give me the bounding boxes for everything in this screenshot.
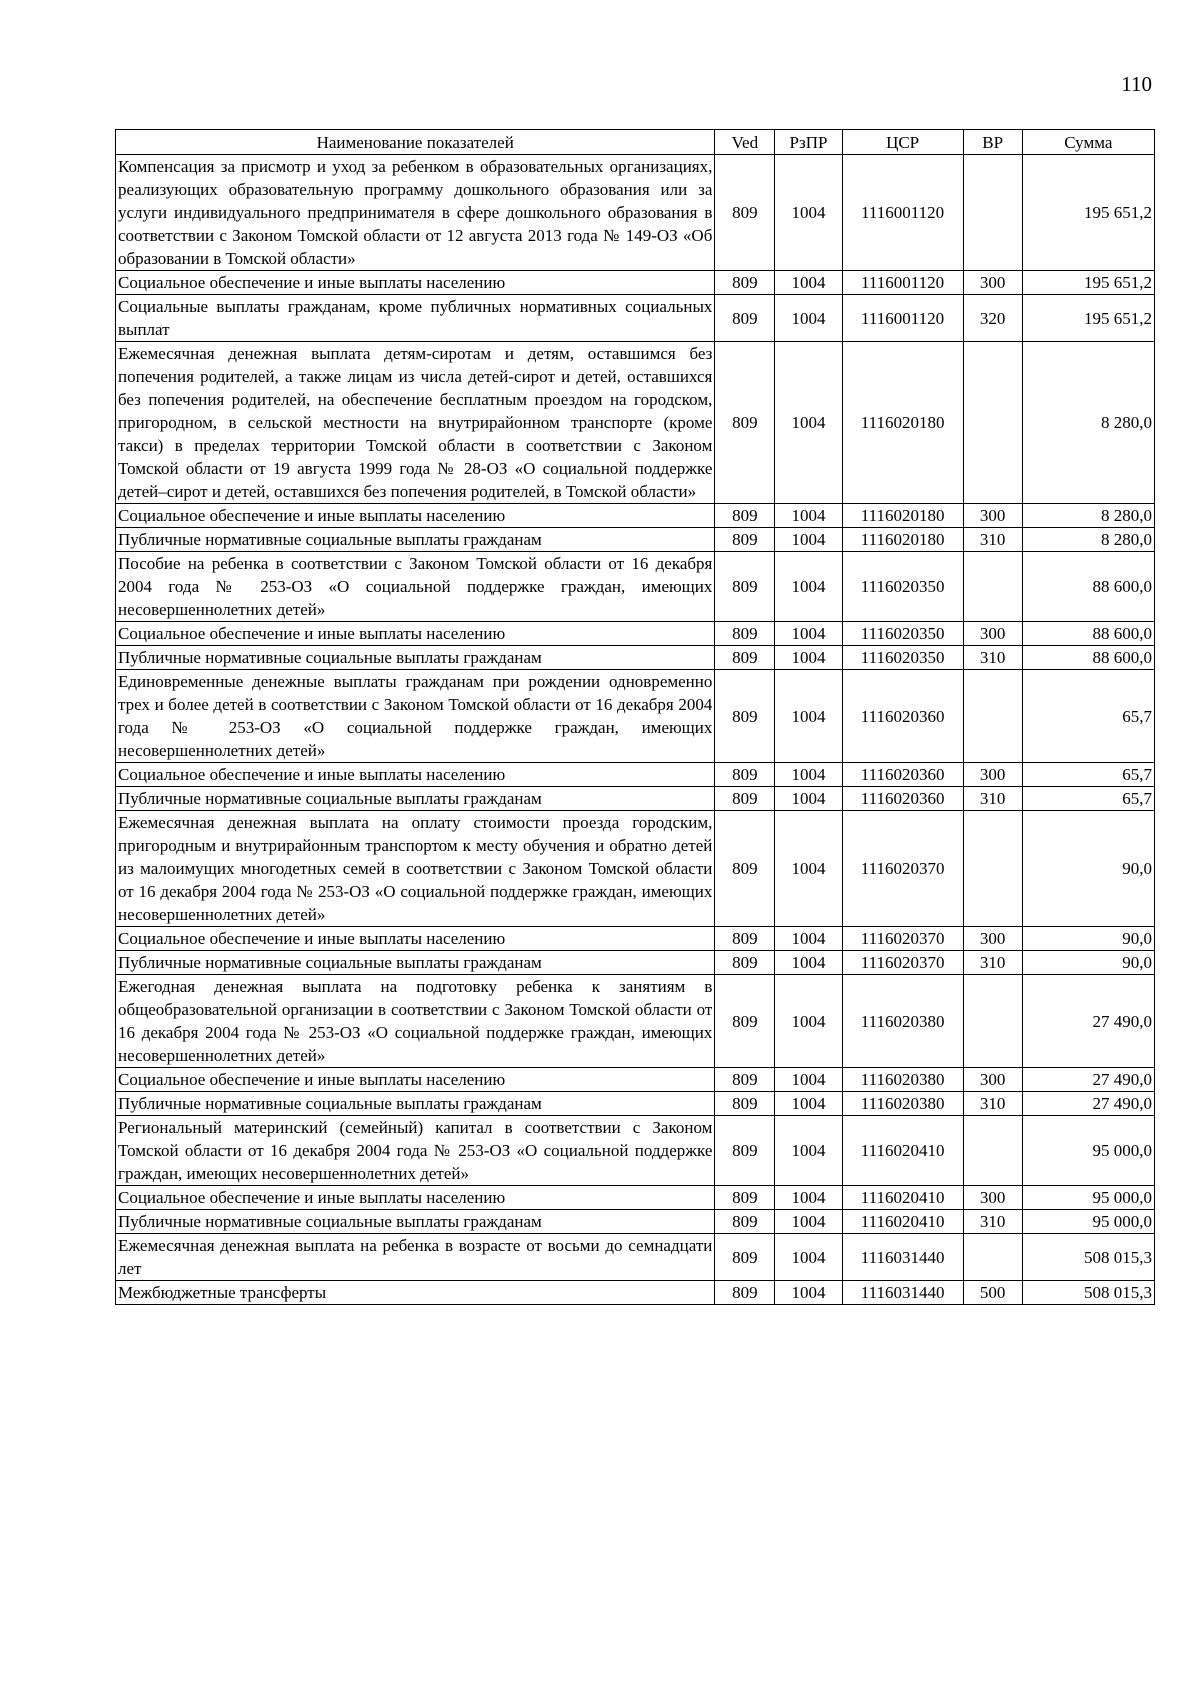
cell-vr: 310 <box>963 646 1022 670</box>
cell-ved: 809 <box>715 295 775 342</box>
cell-rzpr: 1004 <box>775 295 842 342</box>
cell-sum: 90,0 <box>1022 811 1154 927</box>
cell-rzpr: 1004 <box>775 787 842 811</box>
cell-rzpr: 1004 <box>775 528 842 552</box>
cell-name: Социальное обеспечение и иные выплаты населению <box>116 271 715 295</box>
cell-rzpr: 1004 <box>775 811 842 927</box>
cell-name: Публичные нормативные социальные выплаты гражданам <box>116 528 715 552</box>
cell-vr: 500 <box>963 1281 1022 1305</box>
table-row <box>116 1210 1155 1234</box>
cell-rzpr: 1004 <box>775 763 842 787</box>
cell-sum: 195 651,2 <box>1022 155 1154 271</box>
cell-name: Компенсация за присмотр и уход за ребенком в образовательных организациях, реализующих образовательную программу дошкольного образования или за услуги индивидуального предпринимателя в сфере дошкольного образования в соответствии с Законом Томской области от 12 августа 2013 года № 149-ОЗ «Об образовании в Томской области» <box>116 155 715 271</box>
cell-csr: 1116020350 <box>842 622 963 646</box>
cell-ved: 809 <box>715 670 775 763</box>
cell-ved: 809 <box>715 787 775 811</box>
cell-csr: 1116020380 <box>842 1068 963 1092</box>
cell-ved: 809 <box>715 622 775 646</box>
cell-sum: 95 000,0 <box>1022 1186 1154 1210</box>
cell-rzpr: 1004 <box>775 552 842 622</box>
cell-sum: 195 651,2 <box>1022 295 1154 342</box>
cell-ved: 809 <box>715 975 775 1068</box>
cell-ved: 809 <box>715 1281 775 1305</box>
cell-rzpr: 1004 <box>775 975 842 1068</box>
header-csr: ЦСР <box>842 130 963 155</box>
table-row <box>116 646 1155 670</box>
cell-ved: 809 <box>715 1116 775 1186</box>
cell-name: Региональный материнский (семейный) капитал в соответствии с Законом Томской области от 16 декабря 2004 года № 253-ОЗ «О социальной поддержке граждан, имеющих несовершеннолетних детей» <box>116 1116 715 1186</box>
header-name: Наименование показателей <box>116 130 715 155</box>
cell-sum: 508 015,3 <box>1022 1281 1154 1305</box>
cell-vr: 300 <box>963 1186 1022 1210</box>
cell-name: Публичные нормативные социальные выплаты гражданам <box>116 646 715 670</box>
cell-name: Социальное обеспечение и иные выплаты населению <box>116 927 715 951</box>
cell-vr: 310 <box>963 951 1022 975</box>
cell-name: Публичные нормативные социальные выплаты гражданам <box>116 787 715 811</box>
cell-ved: 809 <box>715 811 775 927</box>
cell-csr: 1116031440 <box>842 1281 963 1305</box>
cell-csr: 1116020410 <box>842 1116 963 1186</box>
cell-ved: 809 <box>715 951 775 975</box>
cell-rzpr: 1004 <box>775 646 842 670</box>
cell-vr <box>963 975 1022 1068</box>
cell-csr: 1116001120 <box>842 155 963 271</box>
cell-vr <box>963 1116 1022 1186</box>
cell-ved: 809 <box>715 552 775 622</box>
cell-csr: 1116020360 <box>842 670 963 763</box>
cell-ved: 809 <box>715 1186 775 1210</box>
cell-sum: 90,0 <box>1022 927 1154 951</box>
cell-csr: 1116020370 <box>842 811 963 927</box>
cell-sum: 65,7 <box>1022 763 1154 787</box>
table-row <box>116 763 1155 787</box>
cell-sum: 95 000,0 <box>1022 1116 1154 1186</box>
cell-ved: 809 <box>715 1234 775 1281</box>
cell-ved: 809 <box>715 646 775 670</box>
cell-name: Ежемесячная денежная выплата на ребенка в возрасте от восьми до семнадцати лет <box>116 1234 715 1281</box>
cell-csr: 1116020380 <box>842 975 963 1068</box>
cell-ved: 809 <box>715 155 775 271</box>
cell-name: Публичные нормативные социальные выплаты гражданам <box>116 1210 715 1234</box>
cell-vr: 310 <box>963 787 1022 811</box>
table-row <box>116 1281 1155 1305</box>
cell-rzpr: 1004 <box>775 951 842 975</box>
table-row <box>116 787 1155 811</box>
header-vr: ВР <box>963 130 1022 155</box>
page-number: 110 <box>1121 72 1152 96</box>
table-row <box>116 1234 1155 1281</box>
table-row <box>116 951 1155 975</box>
cell-vr <box>963 1234 1022 1281</box>
cell-name: Ежегодная денежная выплата на подготовку ребенка к занятиям в общеобразовательной организации в соответствии с Законом Томской области от 16 декабря 2004 года № 253-ОЗ «О социальной поддержке граждан, имеющих несовершеннолетних детей» <box>116 975 715 1068</box>
cell-vr <box>963 342 1022 504</box>
cell-rzpr: 1004 <box>775 1116 842 1186</box>
table-row <box>116 342 1155 504</box>
cell-sum: 88 600,0 <box>1022 646 1154 670</box>
table-row <box>116 1186 1155 1210</box>
table-row <box>116 271 1155 295</box>
cell-sum: 8 280,0 <box>1022 342 1154 504</box>
cell-name: Социальные выплаты гражданам, кроме публичных нормативных социальных выплат <box>116 295 715 342</box>
cell-vr: 300 <box>963 1068 1022 1092</box>
cell-sum: 195 651,2 <box>1022 271 1154 295</box>
cell-name: Социальное обеспечение и иные выплаты населению <box>116 1186 715 1210</box>
table-row <box>116 811 1155 927</box>
cell-sum: 65,7 <box>1022 670 1154 763</box>
cell-name: Ежемесячная денежная выплата детям-сиротам и детям, оставшимся без попечения родителей, а также лицам из числа детей-сирот и детей, оставшихся без попечения родителей, на обеспечение бесплатным проездом на городском, пригородном, в сельской местности на внутрирайонном транспорте (кроме такси) в пределах территории Томской области в соответствии с Законом Томской области от 19 августа 1999 года № 28-ОЗ «О социальной поддержке детей–сирот и детей, оставшихся без попечения родителей, в Томской области» <box>116 342 715 504</box>
cell-rzpr: 1004 <box>775 155 842 271</box>
cell-name: Публичные нормативные социальные выплаты гражданам <box>116 951 715 975</box>
cell-rzpr: 1004 <box>775 927 842 951</box>
cell-vr <box>963 811 1022 927</box>
cell-sum: 8 280,0 <box>1022 504 1154 528</box>
cell-ved: 809 <box>715 342 775 504</box>
cell-sum: 8 280,0 <box>1022 528 1154 552</box>
table-row <box>116 1068 1155 1092</box>
table-row <box>116 927 1155 951</box>
cell-ved: 809 <box>715 1092 775 1116</box>
cell-csr: 1116020180 <box>842 504 963 528</box>
cell-rzpr: 1004 <box>775 1186 842 1210</box>
cell-ved: 809 <box>715 1210 775 1234</box>
header-row <box>116 130 1155 155</box>
cell-rzpr: 1004 <box>775 622 842 646</box>
cell-rzpr: 1004 <box>775 271 842 295</box>
table-row <box>116 1116 1155 1186</box>
cell-vr: 300 <box>963 763 1022 787</box>
cell-rzpr: 1004 <box>775 670 842 763</box>
cell-ved: 809 <box>715 271 775 295</box>
table-row <box>116 504 1155 528</box>
cell-vr: 310 <box>963 528 1022 552</box>
header-sum: Сумма <box>1022 130 1154 155</box>
cell-csr: 1116020370 <box>842 927 963 951</box>
cell-csr: 1116031440 <box>842 1234 963 1281</box>
cell-csr: 1116020180 <box>842 342 963 504</box>
cell-ved: 809 <box>715 927 775 951</box>
table-row <box>116 528 1155 552</box>
cell-name: Единовременные денежные выплаты гражданам при рождении одновременно трех и более детей в соответствии с Законом Томской области от 16 декабря 2004 года № 253-ОЗ «О социальной поддержке граждан, имеющих несовершеннолетних детей» <box>116 670 715 763</box>
cell-vr: 310 <box>963 1210 1022 1234</box>
cell-csr: 1116020180 <box>842 528 963 552</box>
cell-sum: 90,0 <box>1022 951 1154 975</box>
cell-csr: 1116020410 <box>842 1186 963 1210</box>
header-ved: Ved <box>715 130 775 155</box>
cell-vr: 320 <box>963 295 1022 342</box>
cell-name: Социальное обеспечение и иные выплаты населению <box>116 622 715 646</box>
cell-sum: 65,7 <box>1022 787 1154 811</box>
cell-vr: 300 <box>963 927 1022 951</box>
cell-sum: 27 490,0 <box>1022 1092 1154 1116</box>
cell-rzpr: 1004 <box>775 1068 842 1092</box>
table-row <box>116 155 1155 271</box>
cell-csr: 1116020360 <box>842 763 963 787</box>
cell-vr: 300 <box>963 504 1022 528</box>
cell-csr: 1116020360 <box>842 787 963 811</box>
table-row <box>116 622 1155 646</box>
cell-sum: 508 015,3 <box>1022 1234 1154 1281</box>
cell-ved: 809 <box>715 1068 775 1092</box>
cell-vr <box>963 552 1022 622</box>
table-row <box>116 1092 1155 1116</box>
cell-sum: 27 490,0 <box>1022 975 1154 1068</box>
cell-name: Пособие на ребенка в соответствии с Законом Томской области от 16 декабря 2004 года № 253-ОЗ «О социальной поддержке граждан, имеющих несовершеннолетних детей» <box>116 552 715 622</box>
cell-vr: 310 <box>963 1092 1022 1116</box>
cell-rzpr: 1004 <box>775 1092 842 1116</box>
cell-name: Публичные нормативные социальные выплаты гражданам <box>116 1092 715 1116</box>
cell-csr: 1116020410 <box>842 1210 963 1234</box>
cell-vr <box>963 155 1022 271</box>
cell-csr: 1116020380 <box>842 1092 963 1116</box>
cell-rzpr: 1004 <box>775 342 842 504</box>
table-row <box>116 552 1155 622</box>
cell-name: Социальное обеспечение и иные выплаты населению <box>116 763 715 787</box>
cell-rzpr: 1004 <box>775 1234 842 1281</box>
cell-name: Межбюджетные трансферты <box>116 1281 715 1305</box>
table-row <box>116 670 1155 763</box>
cell-name: Ежемесячная денежная выплата на оплату стоимости проезда городским, пригородным и внутрирайонным транспортом к месту обучения и обратно детей из малоимущих многодетных семей в соответствии с Законом Томской области от 16 декабря 2004 года № 253-ОЗ «О социальной поддержке граждан, имеющих несовершеннолетних детей» <box>116 811 715 927</box>
cell-sum: 88 600,0 <box>1022 552 1154 622</box>
cell-csr: 1116020350 <box>842 646 963 670</box>
cell-name: Социальное обеспечение и иные выплаты населению <box>116 1068 715 1092</box>
cell-rzpr: 1004 <box>775 1281 842 1305</box>
cell-vr <box>963 670 1022 763</box>
cell-vr: 300 <box>963 271 1022 295</box>
cell-sum: 95 000,0 <box>1022 1210 1154 1234</box>
header-rzpr: РзПР <box>775 130 842 155</box>
cell-ved: 809 <box>715 763 775 787</box>
budget-table <box>115 129 1155 1305</box>
cell-sum: 88 600,0 <box>1022 622 1154 646</box>
table-row <box>116 975 1155 1068</box>
cell-csr: 1116001120 <box>842 271 963 295</box>
cell-ved: 809 <box>715 504 775 528</box>
table-row <box>116 295 1155 342</box>
cell-rzpr: 1004 <box>775 1210 842 1234</box>
cell-vr: 300 <box>963 622 1022 646</box>
cell-ved: 809 <box>715 528 775 552</box>
cell-rzpr: 1004 <box>775 504 842 528</box>
cell-csr: 1116020350 <box>842 552 963 622</box>
cell-csr: 1116001120 <box>842 295 963 342</box>
cell-name: Социальное обеспечение и иные выплаты населению <box>116 504 715 528</box>
cell-csr: 1116020370 <box>842 951 963 975</box>
cell-sum: 27 490,0 <box>1022 1068 1154 1092</box>
